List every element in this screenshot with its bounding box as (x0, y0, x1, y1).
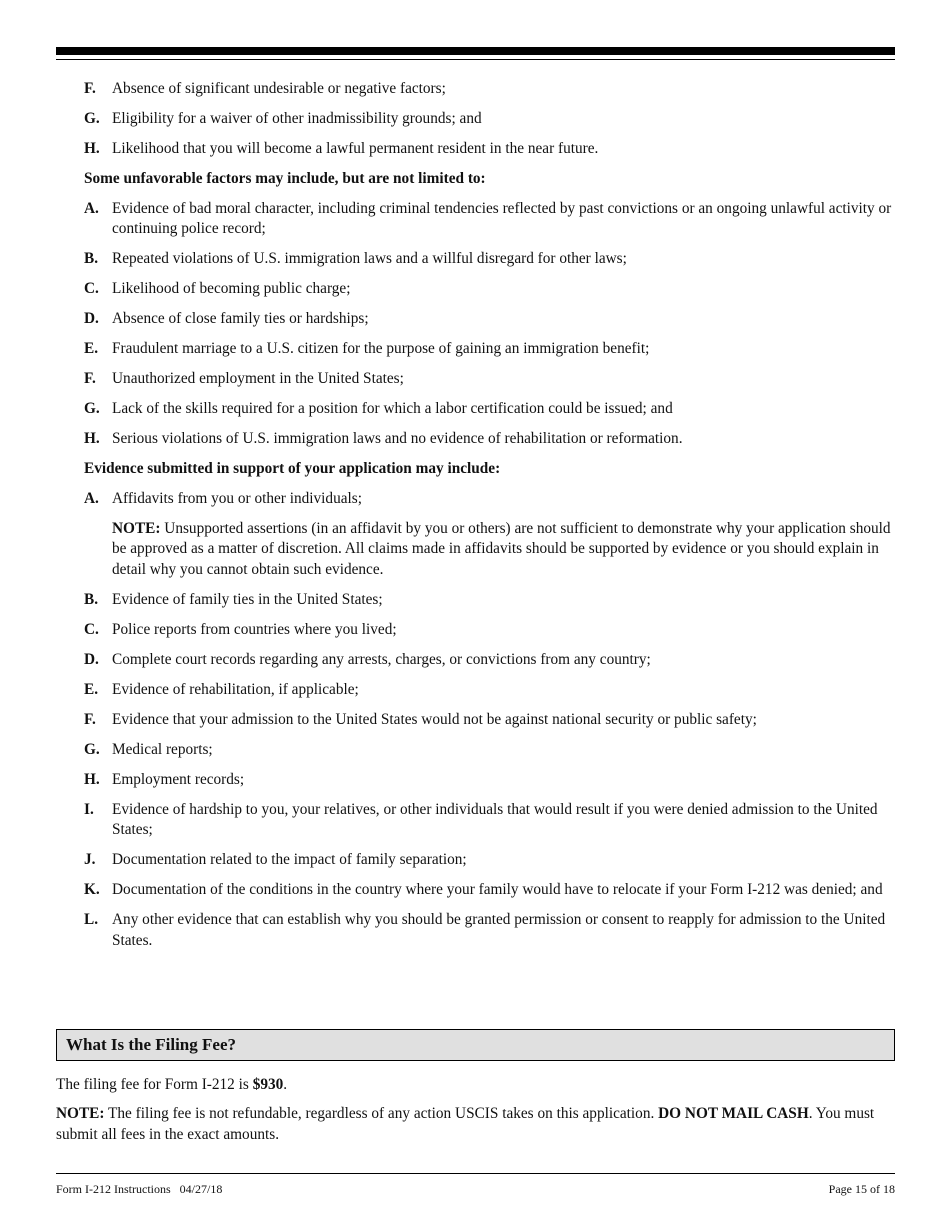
list-item: E. Fraudulent marriage to a U.S. citizen for the purpose of gaining an immigration benefit; (84, 340, 650, 357)
list-item: F. Absence of significant undesirable or negative factors; (84, 80, 446, 97)
note-label: NOTE: (56, 1105, 105, 1122)
do-not-mail-cash: DO NOT MAIL CASH (658, 1105, 809, 1122)
page-number: Page 15 of 18 (828, 1182, 895, 1196)
footer-rule (56, 1173, 895, 1174)
list-item: D. Complete court records regarding any arrests, charges, or convictions from any country; (84, 650, 651, 668)
list-item: G. Medical reports; (84, 740, 213, 758)
note-label: NOTE: (112, 519, 161, 537)
list-item: G. Eligibility for a waiver of other inadmissibility grounds; and (84, 110, 482, 127)
list-item: K. Documentation of the conditions in the country where your family would have to relocate if your Form I-212 was denied; and (84, 881, 883, 898)
filing-fee-note: NOTE: The filing fee is not refundable, regardless of any action USCIS takes on this application. DO NOT MAIL CASH. You must submit all fees in the exact amounts. (56, 1105, 875, 1143)
list-item: B. Evidence of family ties in the United States; (84, 590, 383, 608)
list-item: H. Likelihood that you will become a lawful permanent resident in the near future. (84, 140, 599, 157)
filing-fee-section-header (56, 1029, 895, 1061)
list-item: E. Evidence of rehabilitation, if applicable; (84, 680, 359, 698)
fee-amount: $930 (252, 1076, 284, 1093)
header-rule-thin (56, 59, 895, 60)
list-item: F. Unauthorized employment in the United States; (84, 370, 404, 387)
list-item: A. Affidavits from you or other individuals; (84, 489, 362, 507)
evidence-heading: Evidence submitted in support of your application may include: (84, 460, 501, 477)
footer-form-info: Form I-212 Instructions 04/27/18 (56, 1182, 223, 1196)
list-item: L. Any other evidence that can establish why you should be granted permission or consent to reapply for admission to the United States. (84, 911, 886, 949)
list-item: C. Likelihood of becoming public charge; (84, 280, 351, 297)
evidence-note (112, 519, 895, 581)
filing-fee-paragraph: The filing fee for Form I-212 is $930. (56, 1076, 288, 1093)
list-item: J. Documentation related to the impact of family separation; (84, 851, 467, 868)
list-item: H. Employment records; (84, 770, 245, 788)
list-item: G. Lack of the skills required for a position for which a labor certification could be issued; and (84, 400, 673, 417)
list-item: D. Absence of close family ties or hardships; (84, 310, 369, 327)
content (56, 79, 895, 961)
list-item: I. Evidence of hardship to you, your relatives, or other individuals that would result if you were denied admission to the United States; (84, 800, 878, 838)
unfavorable-heading: Some unfavorable factors may include, but are not limited to: (84, 170, 486, 187)
list-item: H. Serious violations of U.S. immigration laws and no evidence of rehabilitation or reformation. (84, 430, 683, 447)
list-item: C. Police reports from countries where you lived; (84, 620, 397, 638)
note-text: Unsupported assertions (in an affidavit by you or others) are not sufficient to demonstrate why your application should be approved as a matter of discretion. All claims made in affidavits should be supported by evidence or you should explain in detail why you cannot obtain such evidence. (112, 519, 891, 578)
header-rule-thick (56, 47, 895, 55)
section-title: What Is the Filing Fee? (66, 1035, 236, 1054)
list-item: B. Repeated violations of U.S. immigration laws and a willful disregard for other laws; (84, 250, 627, 267)
list-item: F. Evidence that your admission to the United States would not be against national security or public safety; (84, 710, 757, 728)
list-item: A. Evidence of bad moral character, including criminal tendencies reflected by past convictions or an ongoing unlawful activity or continuing police record; (84, 199, 892, 237)
document-page (56, 0, 895, 1230)
